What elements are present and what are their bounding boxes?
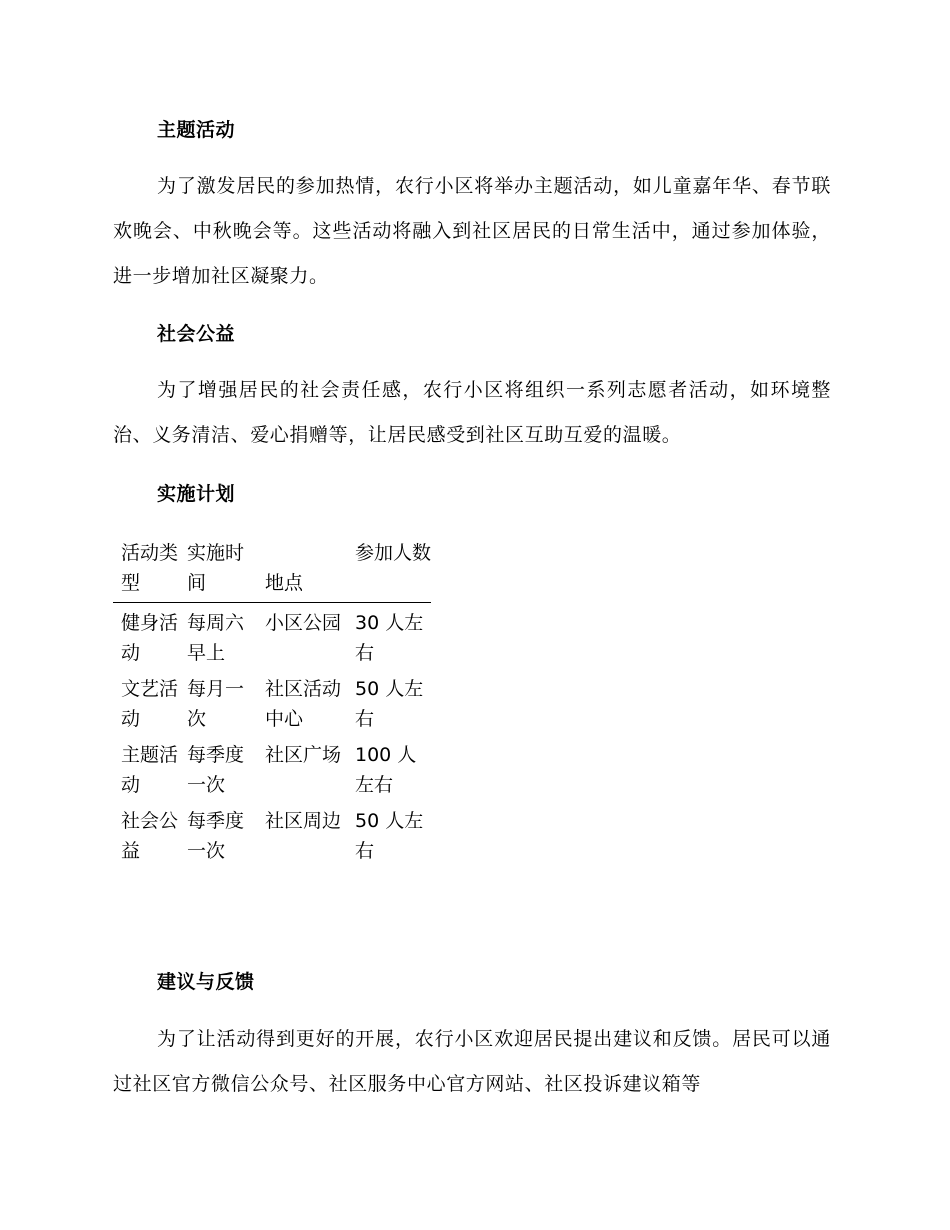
section-heading-theme-activities: 主题活动 <box>157 119 236 141</box>
table-cell: 100 人左右 <box>355 744 417 796</box>
table-header-cell: 实施时间 <box>187 542 245 594</box>
table-row <box>113 803 431 869</box>
table-row <box>113 671 431 737</box>
table-cell: 社区广场 <box>265 744 342 766</box>
table-cell: 社会公益 <box>121 810 179 862</box>
table-cell: 30 人左右 <box>355 612 424 664</box>
table-header-row <box>113 538 431 603</box>
table-cell: 每周六早上 <box>187 612 245 664</box>
table-cell: 每季度一次 <box>187 810 245 862</box>
table-cell: 文艺活动 <box>121 678 179 730</box>
section-heading-suggestions-feedback: 建议与反馈 <box>157 971 255 993</box>
table-cell: 社区周边 <box>265 810 342 832</box>
table-cell: 每月一次 <box>187 678 245 730</box>
table-row <box>113 603 431 671</box>
implementation-plan-table <box>113 538 431 869</box>
table-cell: 健身活动 <box>121 612 179 664</box>
table-header-cell: 地点 <box>265 572 304 594</box>
table-row <box>113 737 431 803</box>
section-body-theme-activities: 为了激发居民的参加热情，农行小区将举办主题活动，如儿童嘉年华、春节联欢晚会、中秋晚会等。这些活动将融入到社区居民的日常生活中，通过参加体验，进一步增加社区凝聚力。 <box>113 175 831 287</box>
section-heading-implementation-plan: 实施计划 <box>157 483 236 505</box>
table-cell: 社区活动中心 <box>265 678 342 730</box>
table-header-cell: 参加人数 <box>355 542 432 564</box>
table-header-cell: 活动类型 <box>121 542 179 594</box>
table-cell: 小区公园 <box>265 612 342 634</box>
table-cell: 50 人左右 <box>355 678 424 730</box>
section-body-public-welfare: 为了增强居民的社会责任感，农行小区将组织一系列志愿者活动，如环境整治、义务清洁、爱心捐赠等，让居民感受到社区互助互爱的温暖。 <box>113 379 831 446</box>
section-heading-public-welfare: 社会公益 <box>157 323 236 345</box>
table-cell: 每季度一次 <box>187 744 245 796</box>
section-body-suggestions-feedback: 为了让活动得到更好的开展，农行小区欢迎居民提出建议和反馈。居民可以通过社区官方微信公众号、社区服务中心官方网站、社区投诉建议箱等 <box>113 1028 831 1095</box>
table-cell: 主题活动 <box>121 744 179 796</box>
table-cell: 50 人左右 <box>355 810 424 862</box>
